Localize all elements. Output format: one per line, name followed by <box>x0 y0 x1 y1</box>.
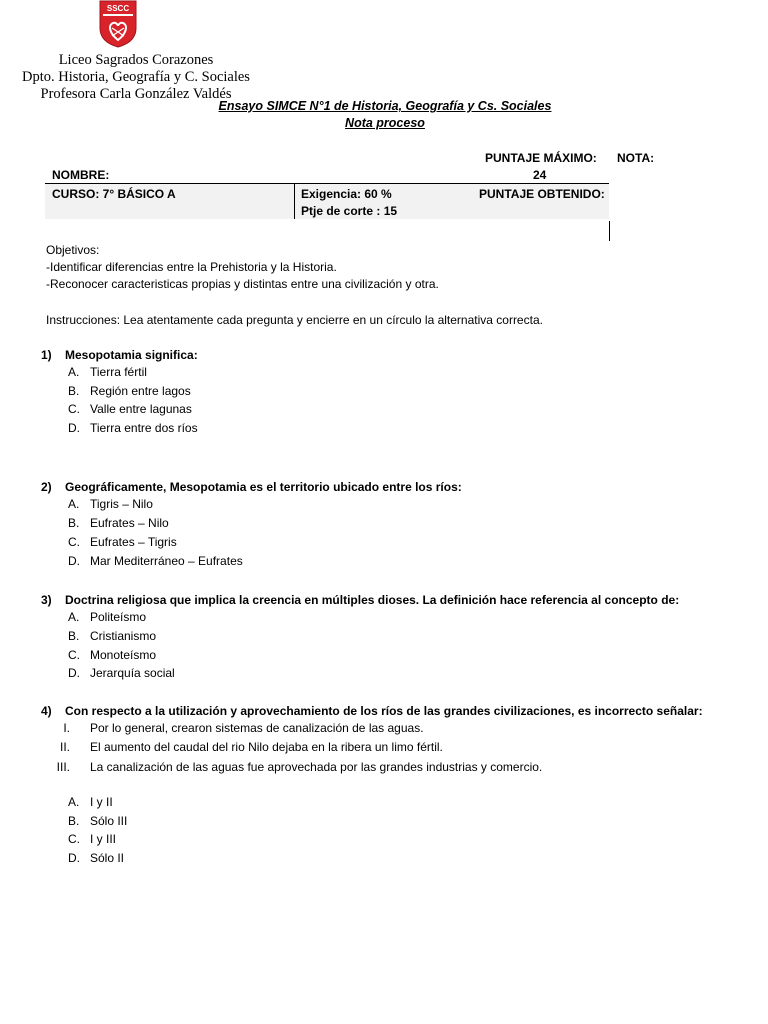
logo-text: SSCC <box>106 4 130 13</box>
curso-label: CURSO: 7° BÁSICO A <box>52 187 176 201</box>
exigencia-label: Exigencia: 60 % <box>301 187 392 201</box>
teacher-name: Profesora Carla González Valdés <box>40 86 232 102</box>
table-side-rule <box>609 221 610 241</box>
ptje-corte-label: Ptje de corte : 15 <box>301 204 398 218</box>
objetivos-heading: Objetivos: <box>46 243 100 257</box>
exam-subtitle: Nota proceso <box>345 116 425 130</box>
school-name: Liceo Sagrados Corazones <box>58 52 214 68</box>
nota-label: NOTA: <box>617 151 655 165</box>
question-stem: Con respecto a la utilización y aprovechamiento de los ríos de las grandes civilizaciones, es incorrecto señalar: <box>65 704 703 718</box>
question-stem: Mesopotamia significa: <box>65 348 198 362</box>
puntaje-obtenido-label: PUNTAJE OBTENIDO: <box>479 187 605 201</box>
table-divider <box>294 184 295 219</box>
instructions: Instrucciones: Lea atentamente cada pregunta y encierre en un círculo la alternativa correcta. <box>46 313 543 327</box>
question-stem: Doctrina religiosa que implica la creencia en múltiples dioses. La definición hace referencia al concepto de: <box>65 593 680 607</box>
question-stem: Geográficamente, Mesopotamia es el territorio ubicado entre los ríos: <box>65 480 462 494</box>
question-number: 1) <box>41 348 52 362</box>
puntaje-maximo-value: 24 <box>533 168 547 182</box>
question-number: 4) <box>41 704 52 718</box>
objetivo-item: -Reconocer caracteristicas propias y distintas entre una civilización y otra. <box>46 277 439 291</box>
puntaje-maximo-label: PUNTAJE MÁXIMO: <box>485 151 597 165</box>
objetivo-item: -Identificar diferencias entre la Prehistoria y la Historia. <box>46 260 337 274</box>
question-number: 3) <box>41 593 52 607</box>
school-logo <box>99 0 137 48</box>
question-number: 2) <box>41 480 52 494</box>
exam-title: Ensayo SIMCE N°1 de Historia, Geografía y Cs. Sociales <box>218 99 552 113</box>
department-name: Dpto. Historia, Geografía y C. Sociales <box>22 69 250 85</box>
nombre-label: NOMBRE: <box>52 168 110 182</box>
